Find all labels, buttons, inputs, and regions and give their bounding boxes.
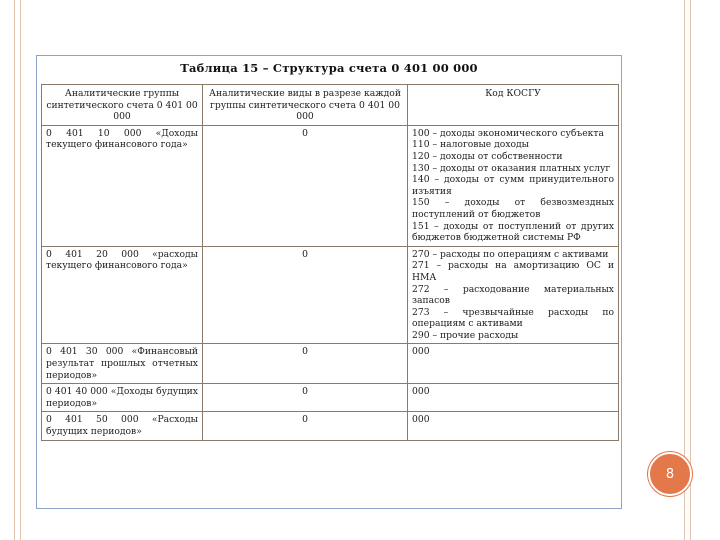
left-margin-rule-inner [20, 0, 21, 540]
table-row [42, 384, 619, 412]
kosgu-cell: 000 [408, 344, 619, 384]
kosgu-line: 150 – доходы от безвозмездных поступлений от бюджетов [412, 197, 614, 220]
table-header-row [42, 85, 619, 126]
group-cell: 0 401 10 000 «Доходы текущего финансового года» [42, 125, 203, 246]
table-row [42, 412, 619, 440]
kosgu-cell [408, 125, 619, 246]
group-cell: 0 401 40 000 «Доходы будущих периодов» [42, 384, 203, 412]
kosgu-line: 120 – доходы от собственности [412, 150, 563, 162]
page-number-badge: 8 [648, 452, 692, 496]
kind-cell: 0 [203, 412, 408, 440]
kosgu-cell: 000 [408, 412, 619, 440]
table-caption: Таблица 15 – Структура счета 0 401 00 000 [180, 61, 478, 75]
table-row [42, 246, 619, 344]
kosgu-cell [408, 246, 619, 344]
header-kosgu: Код КОСГУ [408, 85, 619, 126]
group-cell: 0 401 20 000 «расходы текущего финансового года» [42, 246, 203, 344]
account-structure-table [41, 84, 619, 441]
kosgu-line: 140 – доходы от сумм принудительного изъятия [412, 174, 614, 197]
right-margin-rule-inner [690, 0, 691, 540]
kosgu-line: 290 – прочие расходы [412, 329, 519, 341]
kind-cell: 0 [203, 384, 408, 412]
kosgu-cell: 000 [408, 384, 619, 412]
kosgu-line: 271 – расходы на амортизацию ОС и НМА [412, 260, 614, 283]
kosgu-line: 100 – доходы экономического субъекта [412, 127, 604, 139]
kind-cell: 0 [203, 246, 408, 344]
kosgu-line: 270 – расходы по операциям с активами [412, 248, 609, 260]
table-row [42, 344, 619, 384]
group-cell: 0 401 30 000 «Финансовый результат прошлых отчетных периодов» [42, 344, 203, 384]
group-cell: 0 401 50 000 «Расходы будущих периодов» [42, 412, 203, 440]
kind-cell: 0 [203, 125, 408, 246]
kosgu-line: 130 – доходы от оказания платных услуг [412, 162, 611, 174]
kosgu-line: 272 – расходование материальных запасов [412, 283, 614, 307]
kosgu-line: 110 – налоговые доходы [412, 139, 529, 151]
left-margin-rule [14, 0, 15, 540]
header-kinds: Аналитические виды в разрезе каждой группы синтетического счета 0 401 00 000 [203, 85, 408, 126]
table-row [42, 125, 619, 246]
header-groups: Аналитические группы синтетического счета 0 401 00 000 [42, 85, 203, 126]
kosgu-line: 151 – доходы от поступлений от других бюджетов бюджетной системы РФ [412, 220, 614, 244]
kind-cell: 0 [203, 344, 408, 384]
kosgu-line: 273 – чрезвычайные расходы по операциям с активами [412, 306, 614, 330]
